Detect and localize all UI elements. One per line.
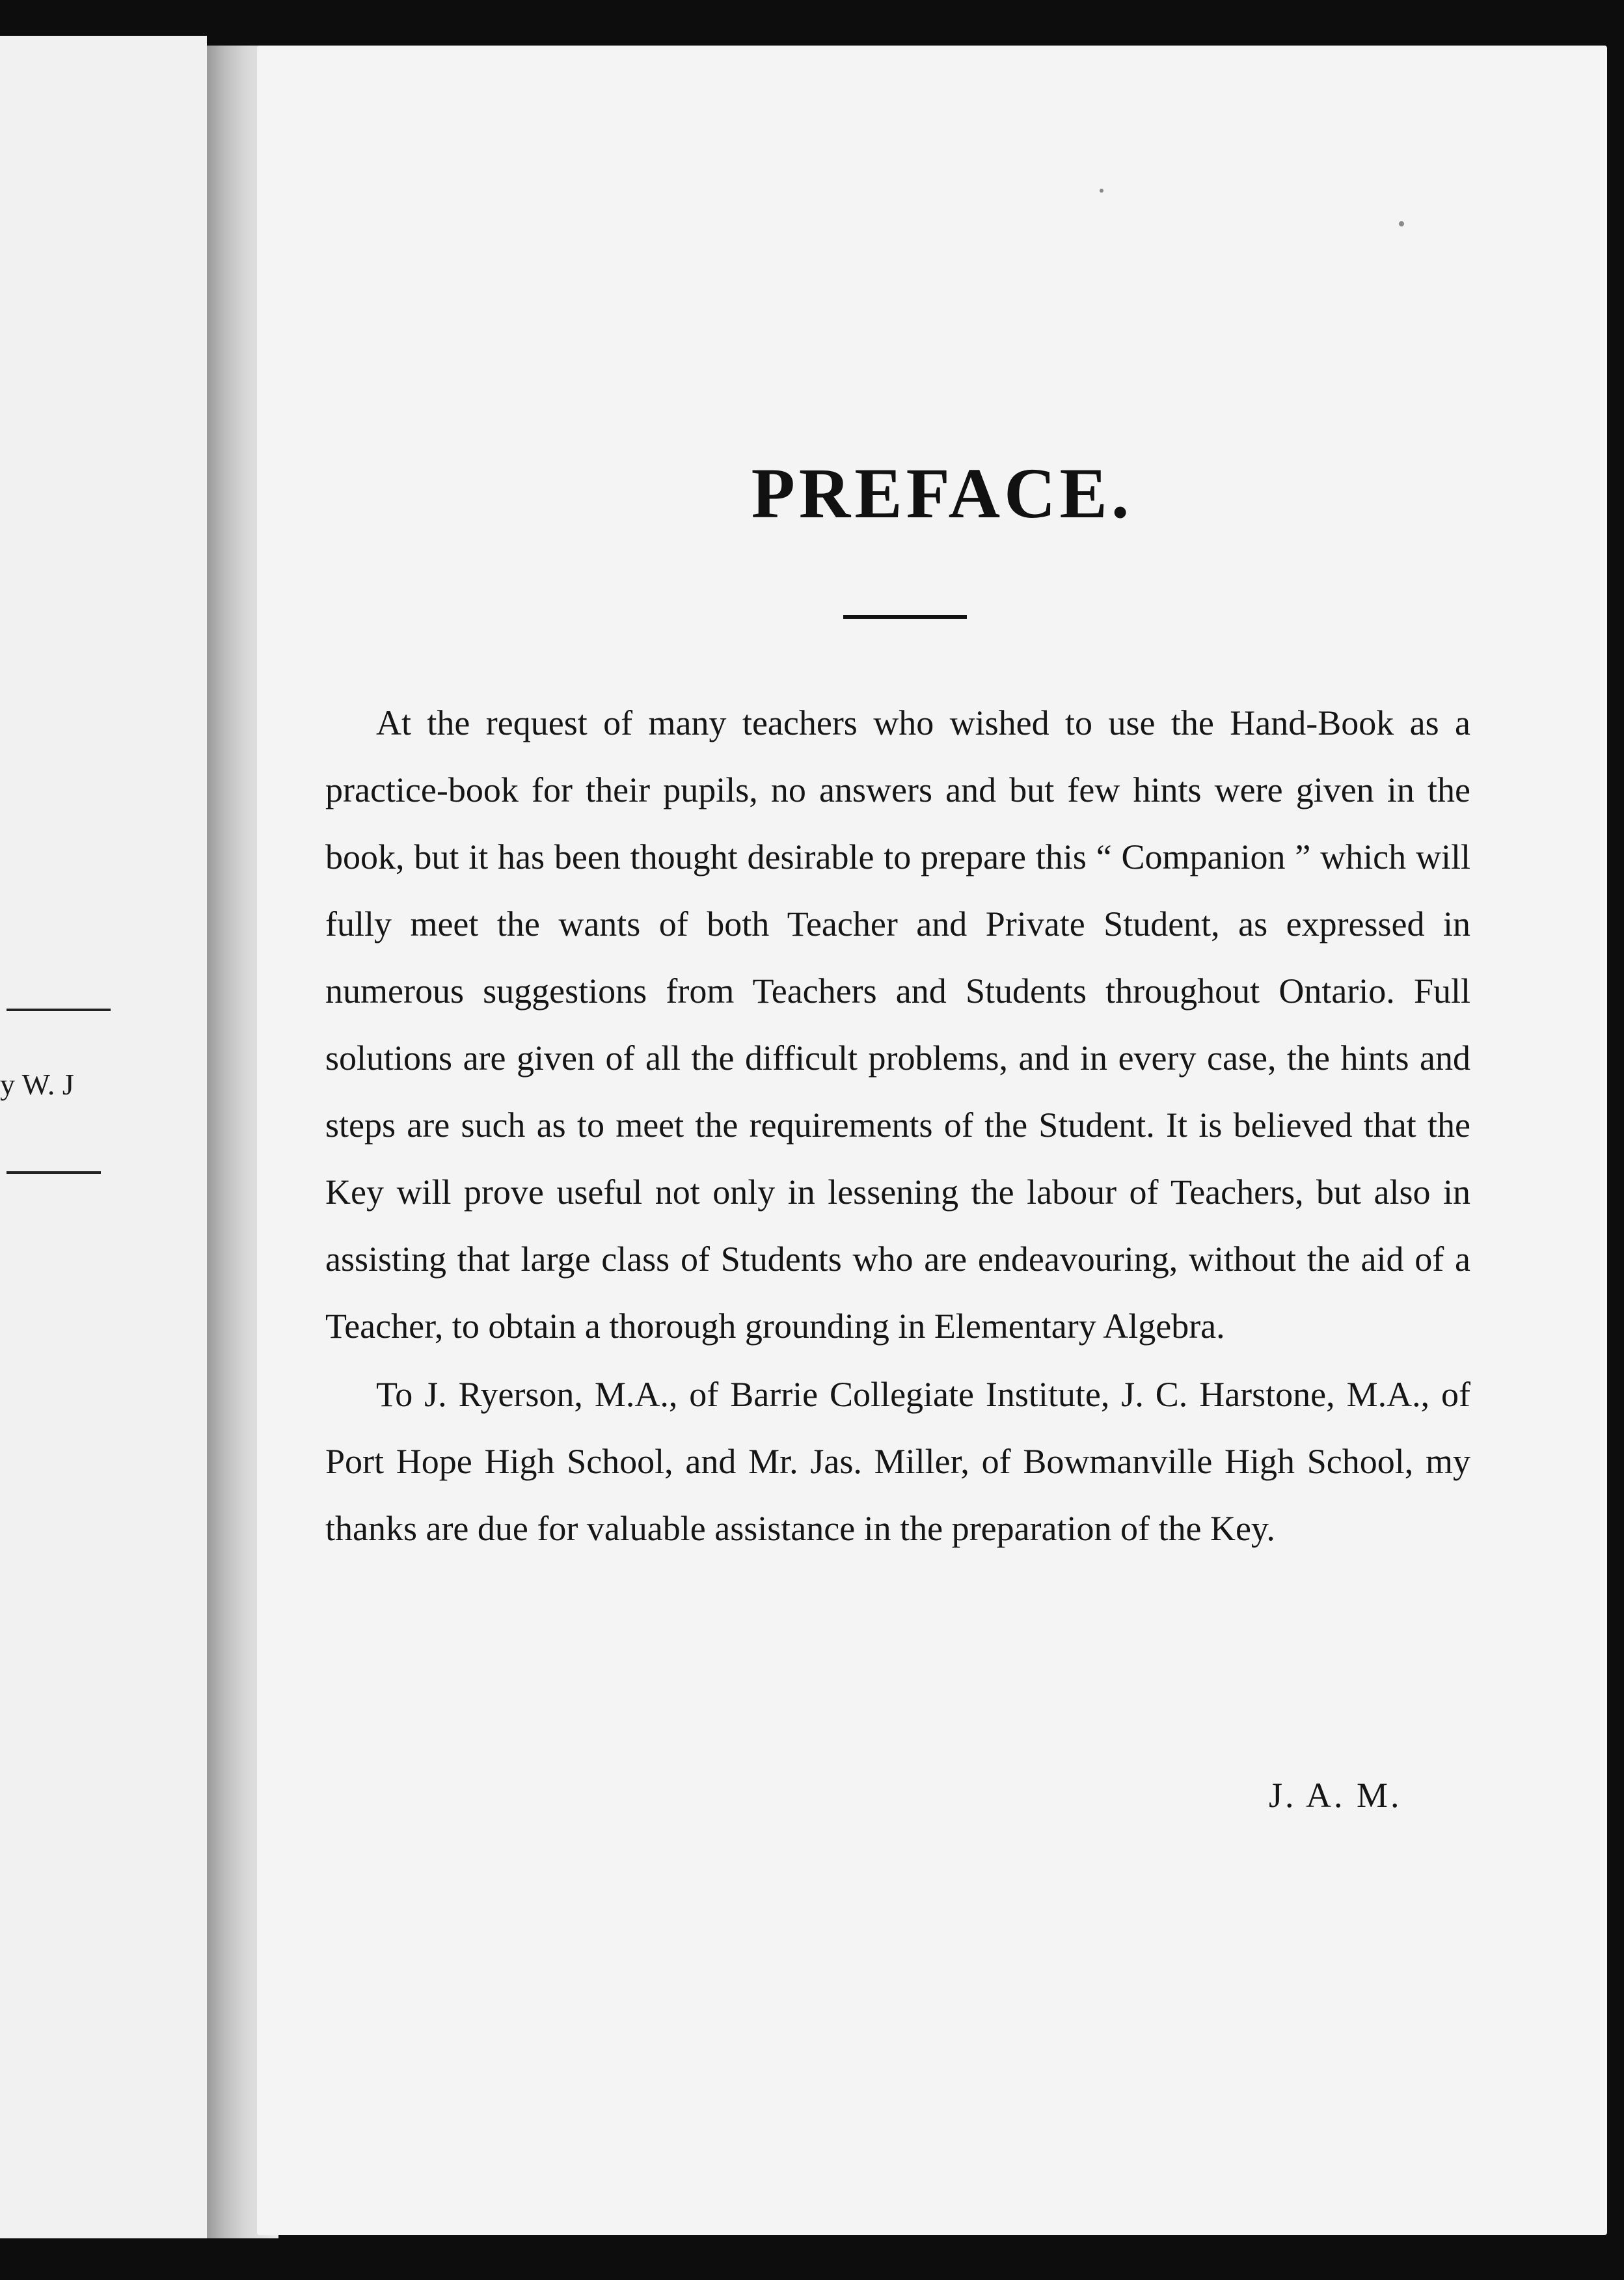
- facing-page: [0, 36, 207, 2238]
- paper-speck: [1100, 189, 1103, 193]
- page-title: PREFACE.: [751, 454, 1133, 533]
- title-rule: [843, 615, 967, 619]
- facing-page-rule-top: [7, 1009, 111, 1011]
- paper-speck: [1399, 221, 1404, 226]
- facing-page-fragment: y W. J: [0, 1068, 74, 1101]
- preface-body: [325, 690, 1470, 1562]
- author-initials: J. A. M.: [1269, 1776, 1402, 1815]
- preface-paragraph-1: At the request of many teachers who wished to use the Hand-Book as a practice-book for their pupils, no answers and but few hints were given in the book, but it has been thought desirable to prepare this “ Companion ” which will fully meet the wants of both Teacher and Private Student, as expressed in numerous suggestions from Teachers and Students throughout Ontario. Full solutions are given of all the difficult problems, and in every case, the hints and steps are such as to meet the requirements of the Student. It is believed that the Key will prove useful not only in lessening the labour of Teachers, but also in assisting that large class of Students who are endeavouring, without the aid of a Teacher, to obtain a thorough grounding in Elementary Algebra.: [325, 703, 1470, 1346]
- facing-page-rule-bottom: [7, 1171, 101, 1174]
- preface-paragraph-2: To J. Ryerson, M.A., of Barrie Collegiate Institute, J. C. Harstone, M.A., of Port Hope High School, and Mr. Jas. Miller, of Bowmanville High School, my thanks are due for valuable assistance in the preparation of the Key.: [325, 1375, 1470, 1548]
